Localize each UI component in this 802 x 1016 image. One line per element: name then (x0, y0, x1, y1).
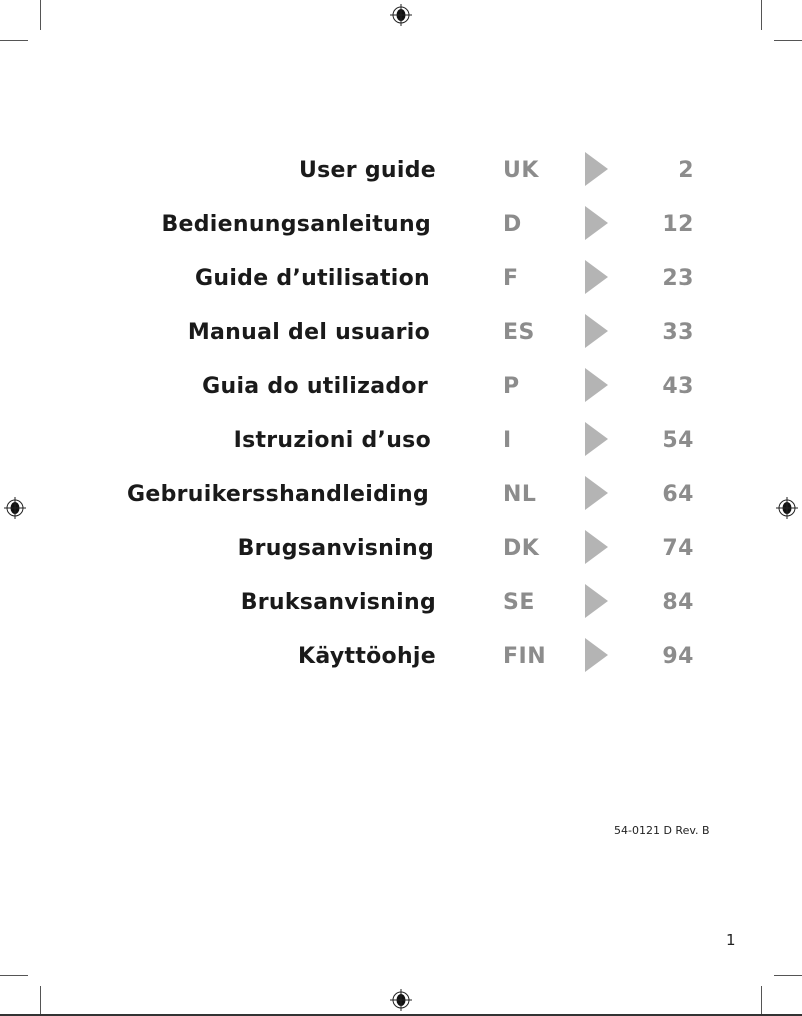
toc-title: Istruzioni d’uso (233, 428, 431, 453)
page-number: 84 (662, 590, 694, 615)
crop-mark-bottom-left-vertical (40, 986, 41, 1016)
play-triangle-icon (585, 206, 608, 240)
play-triangle-icon (585, 314, 608, 348)
play-triangle-icon (585, 422, 608, 456)
play-triangle-icon (585, 638, 608, 672)
toc-entry-f[interactable] (0, 256, 802, 304)
play-triangle-icon (585, 152, 608, 186)
language-code: SE (503, 590, 535, 615)
toc-title: Brugsanvisning (237, 536, 434, 561)
language-code: ES (503, 320, 535, 345)
toc-entry-d[interactable] (0, 202, 802, 250)
toc-title: Bruksanvisning (240, 590, 436, 615)
registration-mark-icon (390, 989, 412, 1011)
registration-mark-icon (390, 4, 412, 26)
language-code: F (503, 266, 519, 291)
crop-mark-top-right-vertical (761, 0, 762, 30)
language-code: P (503, 374, 520, 399)
toc-entry-p[interactable] (0, 364, 802, 412)
page-number: 12 (662, 212, 694, 237)
play-triangle-icon (585, 368, 608, 402)
language-code: UK (503, 158, 539, 183)
page-number: 2 (678, 158, 694, 183)
page-number: 33 (662, 320, 694, 345)
page-number: 43 (662, 374, 694, 399)
crop-mark-top-left-horizontal (0, 40, 28, 41)
language-code: DK (503, 536, 540, 561)
toc-entry-se[interactable] (0, 580, 802, 628)
language-code: I (503, 428, 512, 453)
play-triangle-icon (585, 476, 608, 510)
page-number-footer: 1 (726, 931, 736, 949)
crop-mark-top-right-horizontal (774, 40, 802, 41)
crop-mark-bottom-right-horizontal (774, 975, 802, 976)
toc-title: Bedienungsanleitung (161, 212, 431, 237)
language-code: NL (503, 482, 537, 507)
document-reference: 54-0121 D Rev. B (614, 824, 710, 837)
language-code: FIN (503, 644, 547, 669)
page-number: 74 (662, 536, 694, 561)
toc-entry-uk[interactable] (0, 148, 802, 196)
toc-title: Käyttöohje (298, 644, 436, 669)
language-code: D (503, 212, 522, 237)
page-number: 23 (662, 266, 694, 291)
toc-title: Gebruikersshandleiding (127, 482, 429, 507)
page-number: 64 (662, 482, 694, 507)
toc-entry-nl[interactable] (0, 472, 802, 520)
toc-entry-dk[interactable] (0, 526, 802, 574)
toc-title: User guide (298, 158, 436, 183)
toc-entry-i[interactable] (0, 418, 802, 466)
toc-title: Manual del usuario (187, 320, 430, 345)
toc-entry-es[interactable] (0, 310, 802, 358)
toc-title: Guide d’utilisation (195, 266, 430, 291)
toc-entry-fin[interactable] (0, 634, 802, 682)
crop-mark-bottom-right-vertical (761, 986, 762, 1016)
crop-mark-top-left-vertical (40, 0, 41, 30)
crop-mark-bottom-left-horizontal (0, 975, 28, 976)
page-number: 94 (662, 644, 694, 669)
toc-title: Guia do utilizador (202, 374, 428, 399)
page-number: 54 (662, 428, 694, 453)
play-triangle-icon (585, 584, 608, 618)
play-triangle-icon (585, 530, 608, 564)
play-triangle-icon (585, 260, 608, 294)
